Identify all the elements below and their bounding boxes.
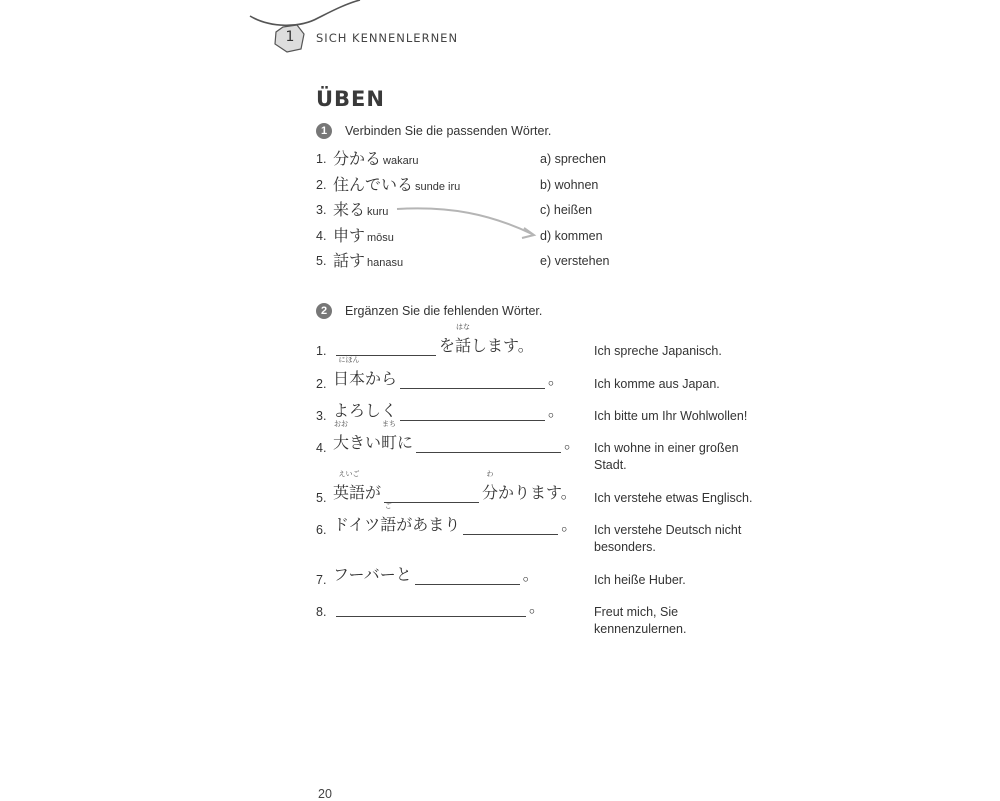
item-number: 1.: [316, 344, 327, 358]
german-translation: Ich heiße Huber.: [594, 573, 686, 587]
item-number: 3.: [316, 409, 327, 423]
ruby-word: [333, 470, 366, 503]
match-row: [316, 197, 776, 221]
exercise-2-instruction: Ergänzen Sie die fehlenden Wörter.: [345, 304, 543, 318]
section-title: ÜBEN: [316, 87, 385, 111]
german-translation: Ich spreche Japanisch.: [594, 344, 722, 358]
sentence-text: フーバーと: [333, 565, 412, 584]
sentence-text: ドイツ: [333, 515, 381, 534]
item-number: 2.: [316, 178, 327, 192]
japanese-word: 住んでいる sunde iru: [333, 175, 461, 194]
german-translation: Ich komme aus Japan.: [594, 377, 720, 391]
sentence-text: きい: [349, 433, 382, 452]
ruby-word: [333, 356, 366, 389]
answer-blank[interactable]: [463, 518, 558, 535]
match-row: [316, 223, 776, 247]
sentence-text: します。: [471, 336, 534, 355]
romaji: wakaru: [383, 155, 419, 167]
answer-blank[interactable]: [400, 404, 545, 421]
romaji: kuru: [367, 206, 389, 218]
sentence-text: があまり: [396, 515, 461, 534]
japanese-sentence: [333, 594, 545, 618]
header-curve: [250, 0, 360, 25]
sentence-text: から: [365, 369, 398, 388]
ruby-word: [380, 502, 397, 535]
kanji: 町: [381, 433, 398, 452]
answer-blank[interactable]: [336, 339, 436, 356]
page-number: 20: [318, 787, 332, 801]
furigana: はな: [456, 323, 471, 331]
german-translation: Ich wohne in einer großen Stadt.: [594, 441, 739, 472]
sentence-text: よろしく: [333, 401, 398, 420]
japanese-sentence: [333, 398, 564, 422]
romaji: mōsu: [367, 232, 394, 244]
sentence-text: 。: [548, 401, 565, 420]
kanji: 分: [482, 483, 499, 502]
exercise-2-heading: [316, 303, 542, 319]
sentence-text: 。: [564, 433, 581, 452]
japanese-sentence: [333, 562, 539, 586]
ruby-word: [333, 420, 350, 453]
item-number: 6.: [316, 523, 327, 537]
german-answer: e) verstehen: [540, 254, 610, 268]
sentence-text: が: [365, 483, 382, 502]
exercise-1-badge: 1: [316, 123, 332, 139]
kanji: 大: [333, 433, 350, 452]
sentence-text: を: [439, 336, 456, 355]
german-translation: Ich verstehe etwas Englisch.: [594, 491, 753, 505]
furigana: ご: [384, 502, 392, 510]
answer-blank[interactable]: [384, 486, 479, 503]
furigana: にほん: [338, 356, 360, 364]
item-number: 7.: [316, 573, 327, 587]
sentence-text: 。: [548, 369, 565, 388]
exercise-2-badge: 2: [316, 303, 332, 319]
match-row: [316, 146, 776, 170]
japanese-sentence: [333, 356, 565, 390]
kanji: 語: [380, 515, 397, 534]
sentence-text: に: [397, 433, 414, 452]
item-number: 5.: [316, 254, 327, 268]
ruby-word: [381, 420, 398, 453]
answer-blank[interactable]: [416, 436, 561, 453]
item-number: 8.: [316, 605, 327, 619]
german-translation: Freut mich, Sie kennenzulernen.: [594, 605, 687, 636]
item-number: 2.: [316, 377, 327, 391]
kanji: 話: [455, 336, 472, 355]
furigana: えいご: [338, 470, 360, 478]
sentence-text: 。: [561, 515, 578, 534]
german-answer: b) wohnen: [540, 178, 599, 192]
furigana: おお: [334, 420, 348, 428]
sentence-text: 。: [529, 597, 546, 616]
furigana: まち: [382, 420, 397, 428]
answer-blank[interactable]: [400, 372, 545, 389]
sentence-text: かります。: [498, 483, 577, 502]
match-row: [316, 248, 776, 272]
german-answer: a) sprechen: [540, 152, 607, 166]
sentence-text: 。: [522, 565, 539, 584]
exercise-1-heading: [316, 123, 551, 139]
german-translation: Ich bitte um Ihr Wohlwollen!: [594, 409, 748, 423]
furigana: わ: [486, 470, 494, 478]
german-answer: c) heißen: [540, 203, 593, 217]
japanese-sentence: [333, 420, 581, 454]
chapter-number: 1: [285, 29, 295, 45]
item-number: 4.: [316, 229, 327, 243]
item-number: 4.: [316, 441, 327, 455]
german-translation: Ich verstehe Deutsch nicht besonders.: [594, 523, 742, 554]
german-answer: d) kommen: [540, 229, 603, 243]
japanese-word: 話す hanasu: [333, 251, 404, 270]
japanese-sentence: [333, 323, 534, 357]
answer-blank[interactable]: [415, 568, 520, 585]
kanji: 日本: [333, 369, 366, 388]
exercise-1-instruction: Verbinden Sie die passenden Wörter.: [345, 124, 552, 138]
japanese-word: 分かる wakaru: [333, 149, 419, 168]
ruby-word: [482, 470, 499, 503]
ruby-word: [455, 323, 472, 356]
kanji: 英語: [333, 483, 366, 502]
answer-blank[interactable]: [336, 600, 526, 617]
romaji: hanasu: [367, 257, 404, 269]
item-number: 3.: [316, 203, 327, 217]
item-number: 5.: [316, 491, 327, 505]
romaji: sunde iru: [415, 181, 461, 193]
item-number: 1.: [316, 152, 327, 166]
chapter-title: SICH KENNENLERNEN: [316, 31, 459, 45]
japanese-sentence: [333, 470, 577, 504]
japanese-sentence: [333, 502, 578, 536]
match-row: [316, 172, 776, 196]
japanese-word: 来る kuru: [333, 200, 389, 219]
japanese-word: 申す mōsu: [333, 226, 394, 245]
